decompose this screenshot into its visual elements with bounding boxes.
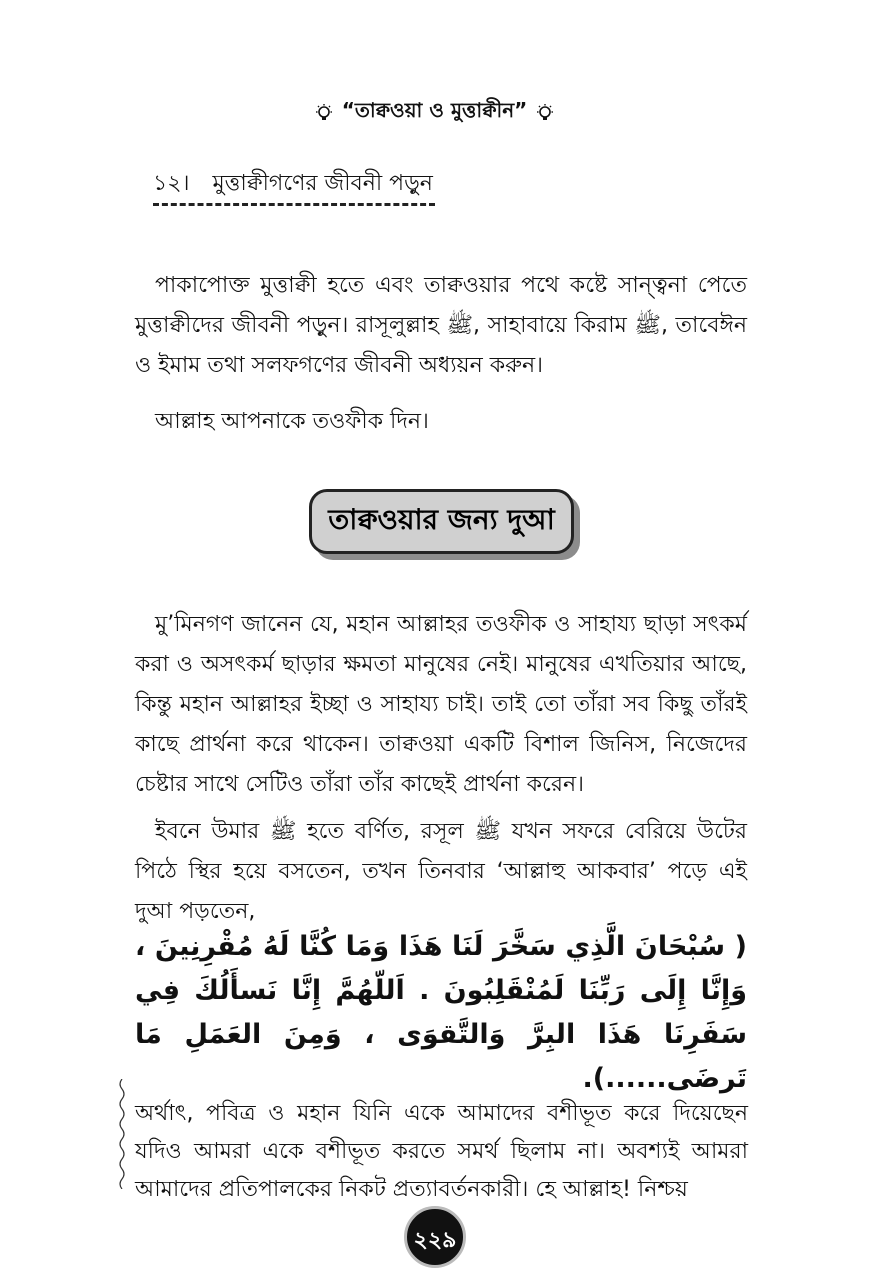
paragraph-blessing: আল্লাহ আপনাকে তওফীক দিন। — [155, 409, 429, 434]
wavy-margin-rule — [118, 1079, 126, 1189]
page-number: ২২৯ — [413, 1228, 457, 1253]
paragraph-believers: মু’মিনগণ জানেন যে, মহান আল্লাহর তওফীক ও সাহায্য ছাড়া সৎকর্ম করা ও অসৎকর্ম ছাড়ার ক্ষমতা মানুষের নেই। মানুষের এখতিয়ার আছে, কিন্তু মহান আল্লাহর ইচ্ছা ও সাহায্য চাই। তাই তো তাঁরা সব কিছু তাঁরই কাছে প্রার্থনা করে থাকেন। তাক্বওয়া একটি বিশাল জিনিস, নিজেদের চেষ্টার সাথে সেটিও তাঁরা তাঁর কাছেই প্রার্থনা করেন। — [135, 612, 747, 797]
lightbulb-icon — [535, 103, 555, 123]
section-title: মুত্তাক্বীগণের জীবনী পড়ুন — [212, 171, 433, 196]
chapter-title-box — [309, 489, 574, 554]
running-header-title: “তাক্বওয়া ও মুত্তাক্বীন” — [341, 98, 528, 122]
paragraph-read-biographies: পাকাপোক্ত মুত্তাক্বী হতে এবং তাক্বওয়ার পথে কষ্টে সান্ত্বনা পেতে মুত্তাক্বীদের জীবনী পড়ুন। রাসূলুল্লাহ ﷺ, সাহাবায়ে কিরাম ﷺ, তাবেঈন ও ইমাম তথা সলফগণের জীবনী অধ্যয়ন করুন। — [135, 273, 748, 378]
paragraph-hadith-intro: ইবনে উমার ﷺ হতে বর্ণিত, রসূল ﷺ যখন সফরে বেরিয়ে উটের পিঠে স্থির হয়ে বসতেন, তখন তিনবার ‘আল্লাহু আকবার’ পড়ে এই দুআ পড়তেন, — [135, 819, 747, 924]
lightbulb-icon — [314, 103, 334, 123]
section-underline — [153, 203, 435, 206]
page-number-badge — [404, 1206, 466, 1268]
dua-translation: অর্থাৎ, পবিত্র ও মহান যিনি একে আমাদের বশীভূত করে দিয়েছেন যদিও আমরা একে বশীভূত করতে সমর্থ ছিলাম না। অবশ্যই আমরা আমাদের প্রতিপালকের নিকট প্রত্যাবর্তনকারী। হে আল্লাহ! নিশ্চয় — [135, 1101, 748, 1202]
chapter-title: তাক্বওয়ার জন্য দুআ — [328, 503, 555, 536]
running-header — [0, 96, 869, 129]
section-number: ১২। — [153, 171, 190, 196]
section-heading — [153, 168, 433, 200]
arabic-dua: ( سُبْحَانَ الَّذِي سَخَّرَ لَنَا هَذَا وَمَا كُنَّا لَهُ مُقْرِنِينَ ، وَإِنَّا إِلَى رَبِّنَا لَمُنْقَلِبُونَ . اَللّهُمَّ إِنَّا نَسأَلُكَ فِي سَفَرِنَا هَذَا البِرَّ وَالتَّقوَى ، وَمِنَ العَمَلِ مَا تَرضَى......). — [135, 931, 747, 1094]
